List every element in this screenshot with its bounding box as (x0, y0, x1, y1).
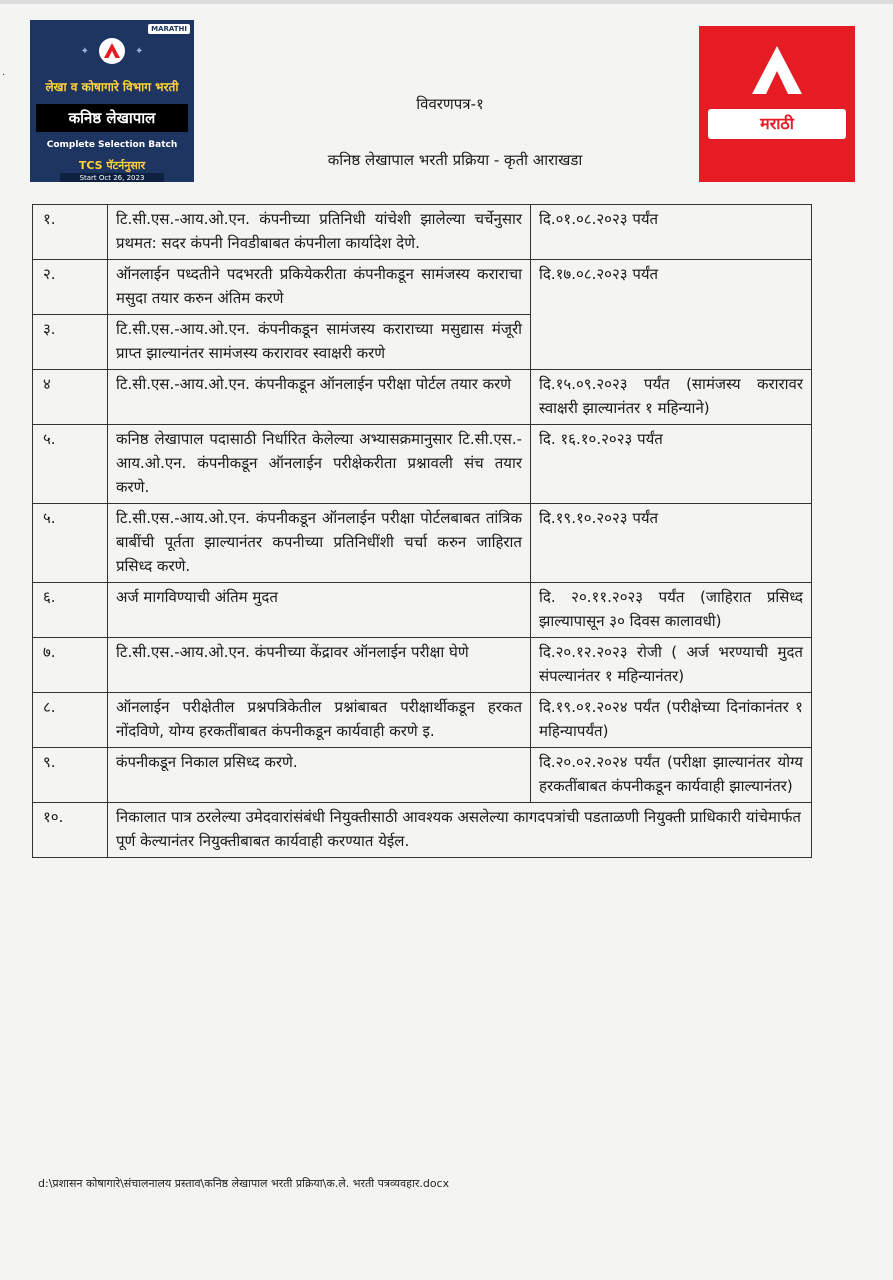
activity-cell: टि.सी.एस.-आय.ओ.एन. कंपनीच्या प्रतिनिधी यांचेशी झालेल्या चर्चेनुसार प्रथमत: सदर कंपनी निवडीबाबत कंपनीला कार्यादेश देणे. (108, 205, 531, 260)
serial-cell: १. (33, 205, 108, 260)
serial-cell: १०. (33, 803, 108, 858)
course-banner[interactable] (30, 20, 194, 182)
banner-language-tag: MARATHI (148, 24, 190, 34)
final-step-cell: निकालात पात्र ठरलेल्या उमेदवारांसंबंधी नियुक्तीसाठी आवश्यक असलेल्या कागदपत्रांची पडताळणी नियुक्ती प्राधिकारी यांचेमार्फत पूर्ण केल्यानंतर नियुक्तीबाबत कार्यवाही करण्यात येईल. (108, 803, 812, 858)
serial-cell: ८. (33, 693, 108, 748)
serial-cell: ९. (33, 748, 108, 803)
date-cell: दि.०१.०८.२०२३ पर्यंत (531, 205, 812, 260)
activity-cell: टि.सी.एस.-आय.ओ.एन. कंपनीकडून सामंजस्य कराराच्या मसुद्यास मंजूरी प्राप्त झाल्यानंतर सामंजस्य करारावर स्वाक्षरी करणे (108, 315, 531, 370)
table-row (33, 425, 812, 504)
document-subtitle: कनिष्ठ लेखापाल भरती प्रक्रिया - कृती आराखडा (327, 151, 583, 169)
banner-batch: Complete Selection Batch (46, 140, 178, 150)
table-row (33, 370, 812, 425)
activity-cell: कंपनीकडून निकाल प्रसिध्द करणे. (108, 748, 531, 803)
banner-logo-row (30, 36, 194, 66)
serial-cell: ६. (33, 583, 108, 638)
serial-cell: ३. (33, 315, 108, 370)
a-letter-icon (103, 42, 121, 60)
stray-mark: · (2, 70, 6, 81)
date-cell: दि.१७.०८.२०२३ पर्यंत (531, 260, 812, 370)
table-row (33, 693, 812, 748)
sparkle-icon: ✦ (135, 45, 144, 57)
document-title: विवरणपत्र-१ (416, 95, 484, 113)
banner-start-date: Start Oct 26, 2023 (60, 173, 164, 182)
activity-cell: ऑनलाईन परीक्षेतील प्रश्नपत्रिकेतील प्रश्नांबाबत परीक्षार्थीकडून हरकत नोंदविणे, योग्य हरकतींबाबत कंपनीकडून कार्यवाही करणे इ. (108, 693, 531, 748)
serial-cell: ४ (33, 370, 108, 425)
table-row (33, 638, 812, 693)
date-cell: दि.१९.१०.२०२३ पर्यंत (531, 504, 812, 583)
schedule-table (32, 204, 812, 858)
banner-post-name: कनिष्ठ लेखापाल (36, 104, 188, 132)
date-cell: दि.२०.१२.२०२३ रोजी ( अर्ज भरण्याची मुदत संपल्यानंतर १ महिन्यानंतर) (531, 638, 812, 693)
date-cell: दि.१५.०९.२०२३ पर्यंत (सामंजस्य करारावर स्वाक्षरी झाल्यानंतर १ महिन्याने) (531, 370, 812, 425)
sparkle-icon: ✦ (80, 45, 89, 57)
date-cell: दि. २०.११.२०२३ पर्यंत (जाहिरात प्रसिध्द झाल्यापासून ३० दिवस कालावधी) (531, 583, 812, 638)
activity-cell: कनिष्ठ लेखापाल पदासाठी निर्धारित केलेल्या अभ्यासक्रमानुसार टि.सी.एस.-आय.ओ.एन. कंपनीकडून ऑनलाईन परीक्षेकरीता प्रश्नावली संच तयार करणे. (108, 425, 531, 504)
table-row (33, 260, 812, 315)
brand-logo-icon (99, 38, 125, 64)
table-row (33, 504, 812, 583)
banner-pattern: TCS पॅटर्ननुसार (78, 159, 146, 172)
activity-cell: अर्ज मागविण्याची अंतिम मुदत (108, 583, 531, 638)
serial-cell: ५. (33, 425, 108, 504)
activity-cell: ऑनलाईन पध्दतीने पदभरती प्रकियेकरीता कंपनीकडून सामंजस्य कराराचा मसुदा तयार करुन अंतिम करणे (108, 260, 531, 315)
activity-cell: टि.सी.एस.-आय.ओ.एन. कंपनीच्या केंद्रावर ऑनलाईन परीक्षा घेणे (108, 638, 531, 693)
file-path-footer: d:\प्रशासन कोषागारे\संचालनालय प्रस्ताव\कनिष्ठ लेखापाल भरती प्रक्रिया\क.ले. भरती पत्रव्यवहार.docx (38, 1177, 450, 1190)
top-edge (0, 0, 893, 4)
serial-cell: ७. (33, 638, 108, 693)
date-cell: दि.२०.०२.२०२४ पर्यंत (परीक्षा झाल्यानंतर योग्य हरकतींबाबत कंपनीकडून कार्यवाही झाल्यानंतर) (531, 748, 812, 803)
serial-cell: २. (33, 260, 108, 315)
activity-cell: टि.सी.एस.-आय.ओ.एन. कंपनीकडून ऑनलाईन परीक्षा पोर्टल तयार करणे (108, 370, 531, 425)
table-row (33, 583, 812, 638)
date-cell: दि.१९.०१.२०२४ पर्यंत (परीक्षेच्या दिनांकानंतर १ महिन्यापर्यंत) (531, 693, 812, 748)
serial-cell: ५. (33, 504, 108, 583)
table-row (33, 205, 812, 260)
brand-language-label: मराठी (708, 109, 846, 139)
table-row (33, 748, 812, 803)
banner-department: लेखा व कोषागारे विभाग भरती (45, 80, 179, 94)
brand-logo[interactable] (699, 26, 855, 182)
brand-a-icon (750, 44, 804, 98)
table-row (33, 803, 812, 858)
date-cell: दि. १६.१०.२०२३ पर्यंत (531, 425, 812, 504)
activity-cell: टि.सी.एस.-आय.ओ.एन. कंपनीकडून ऑनलाईन परीक्षा पोर्टलबाबत तांत्रिक बाबींची पूर्तता झाल्यानंतर कपनीच्या प्रतिनिधींशी चर्चा करुन जाहिरात प्रसिध्द करणे. (108, 504, 531, 583)
